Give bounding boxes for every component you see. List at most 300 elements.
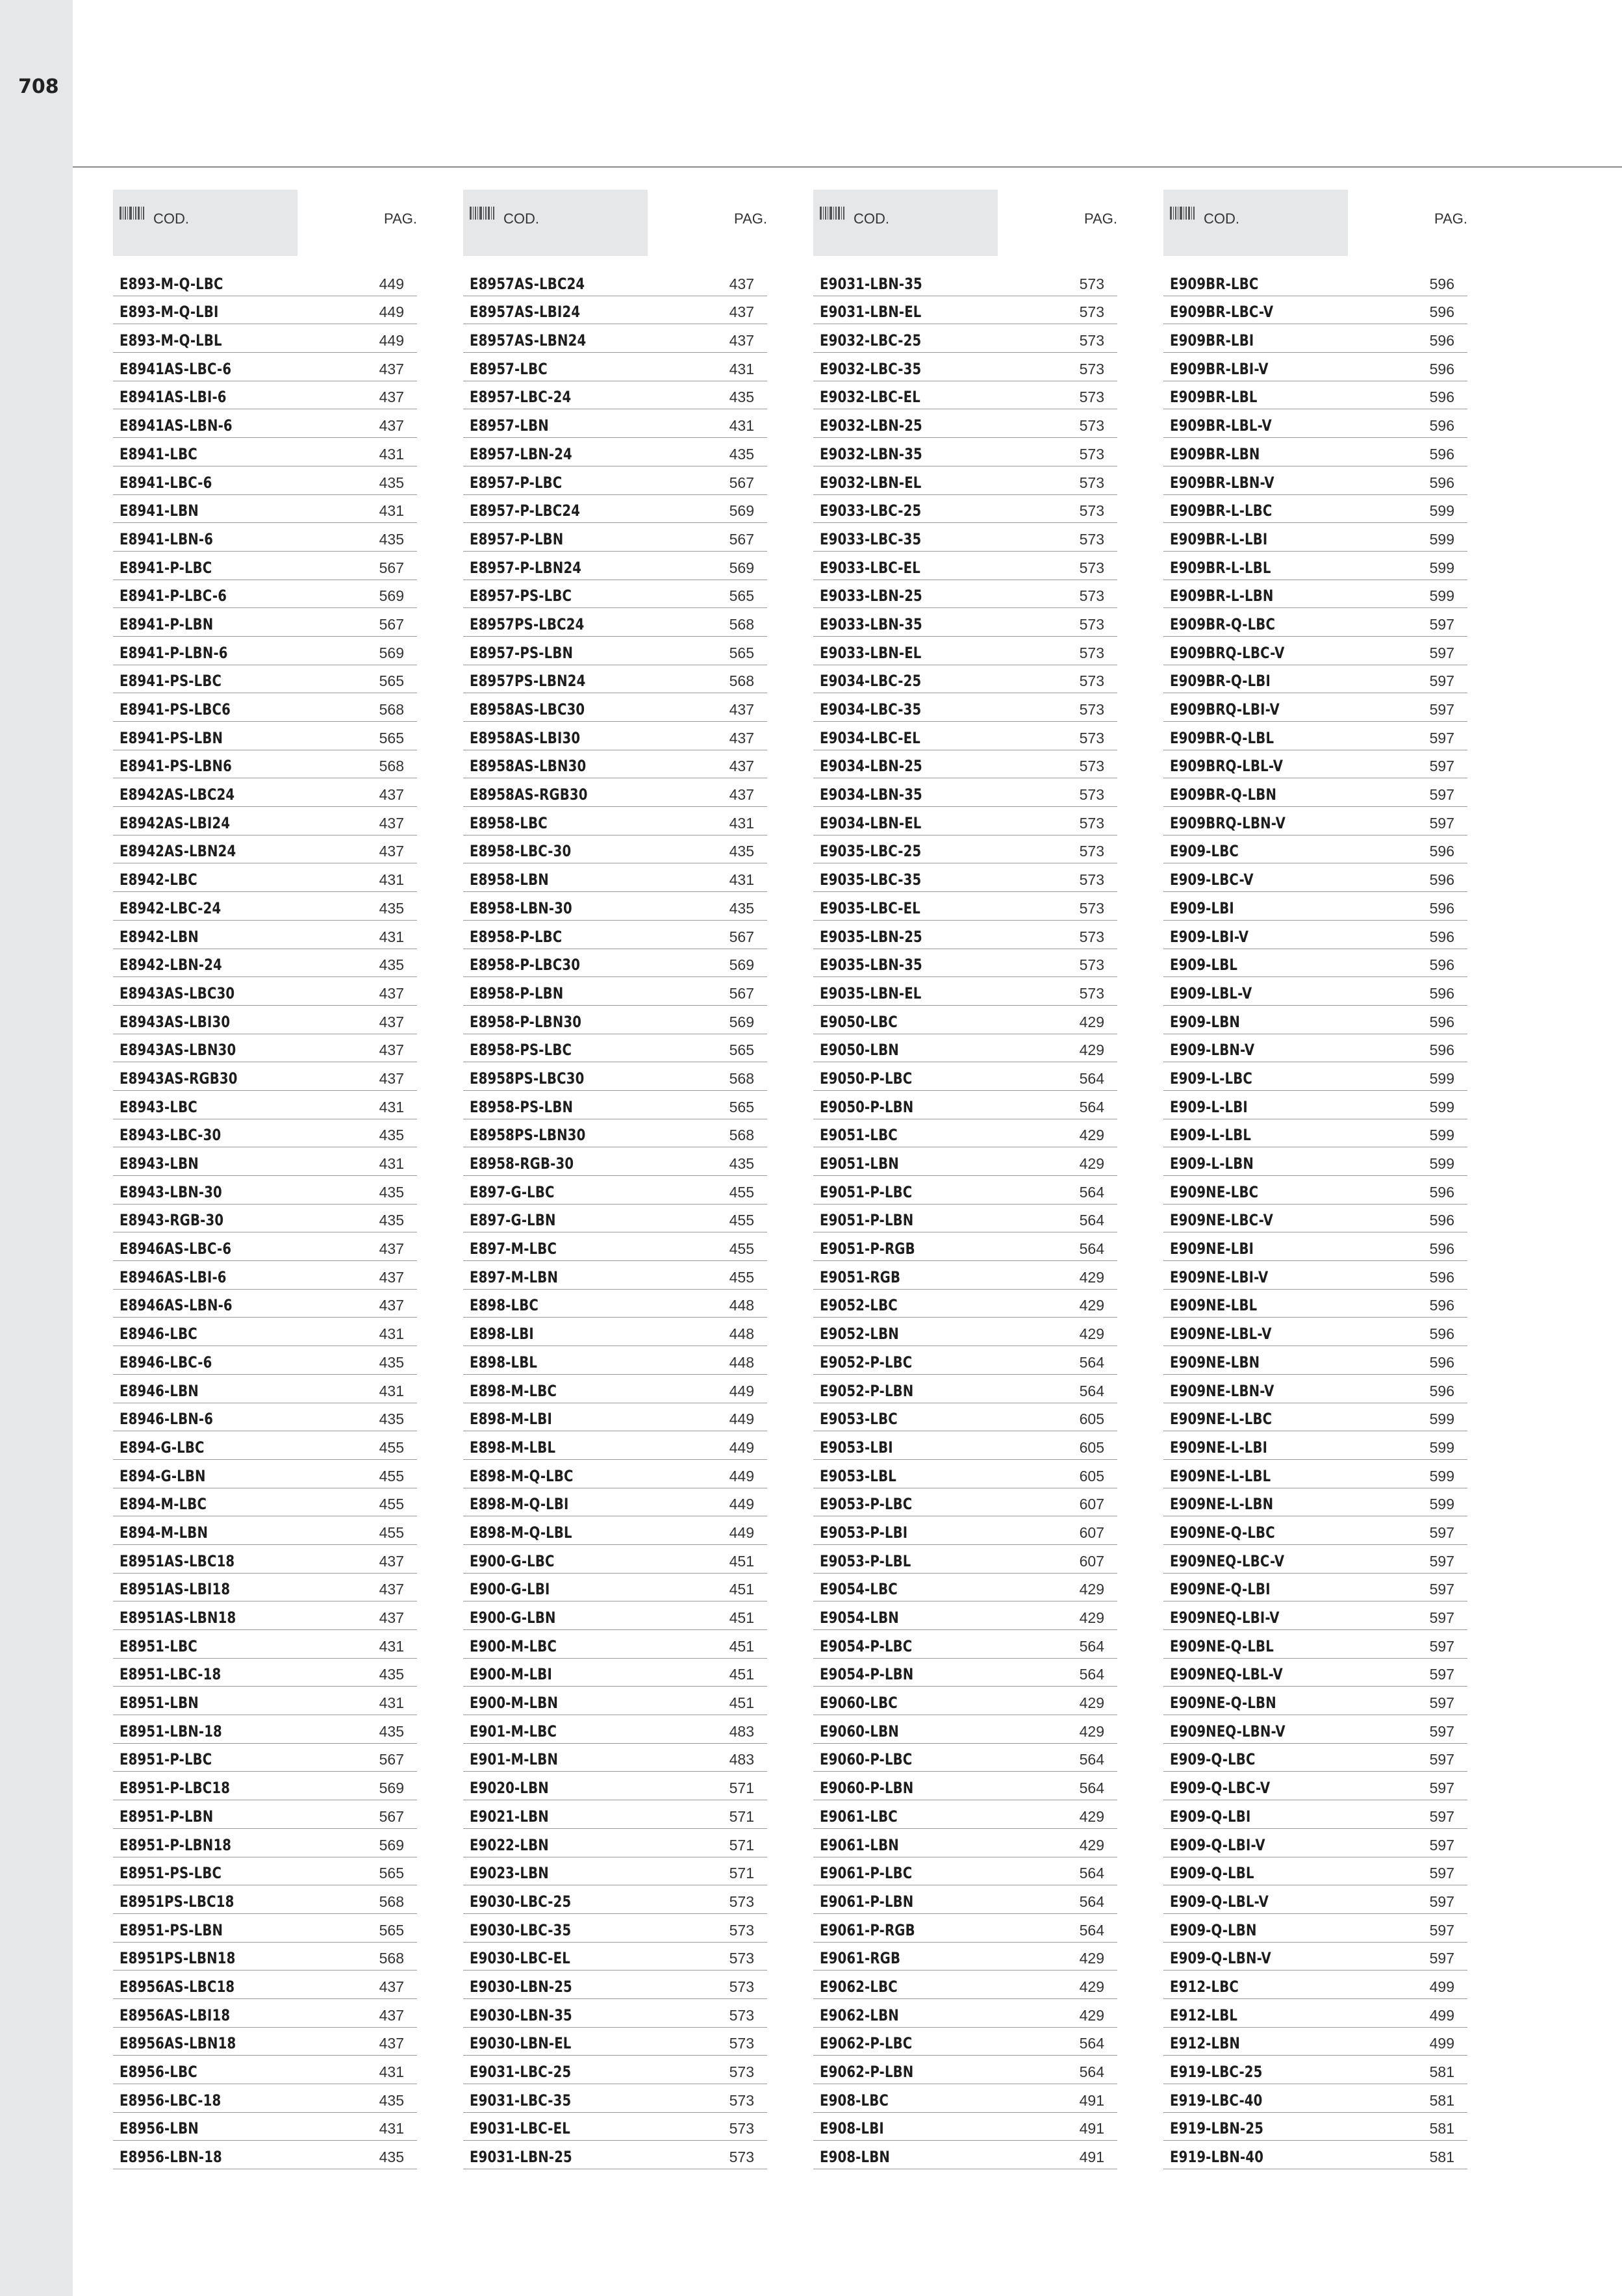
- page-ref: 455: [729, 1183, 754, 1201]
- page-ref: 597: [1429, 1552, 1454, 1570]
- page-ref: 429: [1079, 1127, 1104, 1144]
- page-ref: 597: [1429, 1581, 1454, 1598]
- product-code: E908-LBC: [820, 2091, 889, 2110]
- product-code: E909NE-Q-LBL: [1170, 1637, 1274, 1655]
- table-row: [463, 1971, 767, 1999]
- table-row: [113, 1687, 417, 1715]
- table-row: [1163, 1403, 1467, 1432]
- table-row: [1163, 1659, 1467, 1687]
- page-ref: 451: [729, 1694, 754, 1712]
- product-code: E8942-LBC-24: [120, 899, 222, 917]
- product-code: E909BR-L-LBL: [1170, 558, 1271, 577]
- product-code: E8951-P-LBC: [120, 1750, 212, 1769]
- page-ref: 499: [1429, 2035, 1454, 2052]
- page-ref: 431: [379, 1382, 404, 1399]
- page-ref: 437: [379, 984, 404, 1002]
- pag-header: PAG.: [1434, 210, 1467, 227]
- page-ref: 429: [1079, 1041, 1104, 1059]
- product-code: E900-G-LBI: [470, 1580, 550, 1599]
- pag-header: PAG.: [384, 210, 417, 227]
- page-ref: 573: [1079, 984, 1104, 1002]
- page-ref: 597: [1429, 1779, 1454, 1797]
- product-code: E8941-P-LBN-6: [120, 643, 228, 662]
- page-ref: 449: [729, 1438, 754, 1456]
- page-ref: 437: [379, 1240, 404, 1258]
- product-code: E9060-LBN: [820, 1722, 899, 1741]
- product-code: E909-L-LBI: [1170, 1097, 1248, 1116]
- product-code: E901-M-LBC: [470, 1722, 557, 1741]
- page-ref: 435: [379, 1666, 404, 1683]
- product-code: E8941-PS-LBC: [120, 672, 222, 691]
- page-ref: 564: [1079, 1183, 1104, 1201]
- page-ref: 568: [729, 1127, 754, 1144]
- product-code: E9061-LBC: [820, 1807, 898, 1826]
- page-ref: 571: [729, 1836, 754, 1854]
- product-code: E8957PS-LBC24: [470, 615, 585, 633]
- table-row: [813, 1574, 1117, 1602]
- table-row: [1163, 1574, 1467, 1602]
- page-ref: 451: [729, 1581, 754, 1598]
- product-code: E9061-P-RGB: [820, 1920, 915, 1939]
- table-row: [1163, 2113, 1467, 2141]
- table-row: [463, 778, 767, 807]
- product-code: E9031-LBC-35: [470, 2091, 572, 2110]
- page-ref: 567: [729, 984, 754, 1002]
- page-ref: 573: [1079, 332, 1104, 350]
- page-ref: 437: [379, 1041, 404, 1059]
- product-code: E8958PS-LBN30: [470, 1126, 586, 1145]
- product-code: E9022-LBN: [470, 1835, 549, 1854]
- page-ref: 565: [729, 587, 754, 605]
- product-code: E8941-LBN: [120, 502, 199, 520]
- table-row: [1163, 1034, 1467, 1063]
- product-code: E909-Q-LBI: [1170, 1807, 1251, 1826]
- table-row: [813, 1772, 1117, 1800]
- product-code: E894-G-LBN: [120, 1466, 206, 1485]
- table-row: [1163, 750, 1467, 779]
- table-row: [1163, 1261, 1467, 1290]
- table-row: [813, 1516, 1117, 1545]
- page-ref: 597: [1429, 729, 1454, 746]
- page-ref: 597: [1429, 615, 1454, 633]
- page-ref: 569: [379, 644, 404, 661]
- table-row: [1163, 580, 1467, 609]
- table-row: [1163, 1176, 1467, 1205]
- table-row: [463, 1403, 767, 1432]
- product-code: E909-LBC-V: [1170, 871, 1254, 889]
- product-code: E9030-LBC-25: [470, 1892, 572, 1911]
- table-row: [463, 1176, 767, 1205]
- page-ref: 429: [1079, 1013, 1104, 1030]
- table-row: [1163, 2028, 1467, 2056]
- page-ref: 573: [1079, 871, 1104, 889]
- product-code: E9060-LBC: [820, 1694, 898, 1713]
- product-code: E909-LBL-V: [1170, 984, 1252, 1002]
- table-row: [813, 1147, 1117, 1176]
- page-ref: 437: [379, 786, 404, 804]
- page-ref: 437: [379, 1013, 404, 1030]
- page-ref: 431: [729, 871, 754, 889]
- page-ref: 596: [1429, 871, 1454, 889]
- table-row: [113, 1971, 417, 1999]
- page-ref: 597: [1429, 1950, 1454, 1967]
- table-row: [813, 2056, 1117, 2084]
- table-row: [1163, 1744, 1467, 1772]
- page-ref: 596: [1429, 984, 1454, 1002]
- pag-header: PAG.: [734, 210, 767, 227]
- product-code: E9051-LBN: [820, 1154, 899, 1173]
- product-code: E8958PS-LBC30: [470, 1069, 585, 1088]
- table-row: [1163, 1857, 1467, 1886]
- table-row: [113, 1318, 417, 1346]
- product-code: E909BRQ-LBC-V: [1170, 643, 1285, 662]
- table-row: [113, 381, 417, 410]
- table-row: [813, 608, 1117, 637]
- table-row: [113, 750, 417, 779]
- product-code: E9050-P-LBN: [820, 1097, 914, 1116]
- table-row: [113, 1034, 417, 1063]
- table-row: [113, 353, 417, 381]
- page-ref: 435: [729, 843, 754, 860]
- table-row: [813, 1346, 1117, 1375]
- product-code: E8958AS-LBI30: [470, 728, 581, 747]
- product-code: E8958AS-LBN30: [470, 757, 587, 776]
- table-row: [1163, 1687, 1467, 1715]
- table-row: [463, 1516, 767, 1545]
- product-code: E908-LBI: [820, 2119, 884, 2138]
- page-ref: 435: [729, 445, 754, 463]
- page-ref: 564: [1079, 1666, 1104, 1683]
- product-code: E9054-LBN: [820, 1609, 899, 1627]
- product-code: E9050-LBC: [820, 1012, 898, 1031]
- page-ref: 437: [729, 303, 754, 321]
- page-ref: 567: [729, 928, 754, 945]
- table-row: [1163, 1318, 1467, 1346]
- product-code: E8942-LBN: [120, 927, 199, 946]
- page-ref: 499: [1429, 1978, 1454, 1995]
- table-row: [1163, 1290, 1467, 1318]
- table-row: [463, 1091, 767, 1119]
- table-row: [813, 1006, 1117, 1034]
- product-code: E9052-P-LBC: [820, 1353, 913, 1371]
- page-ref: 564: [1079, 1240, 1104, 1258]
- barcode-icon: [820, 207, 848, 220]
- table-row: [113, 1630, 417, 1659]
- page-ref: 605: [1079, 1410, 1104, 1428]
- page-ref: 483: [729, 1722, 754, 1740]
- product-code: E909BRQ-LBL-V: [1170, 757, 1284, 776]
- product-code: E9034-LBN-35: [820, 785, 922, 804]
- table-row: [813, 1971, 1117, 1999]
- table-row: [113, 552, 417, 580]
- product-code: E9062-LBC: [820, 1977, 898, 1996]
- product-code: E900-M-LBC: [470, 1637, 557, 1655]
- table-row: [463, 1488, 767, 1517]
- page-ref: 581: [1429, 2063, 1454, 2080]
- page-ref: 596: [1429, 899, 1454, 917]
- page-ref: 569: [729, 956, 754, 974]
- product-code: E8943AS-LBI30: [120, 1012, 231, 1031]
- product-code: E909NE-LBL: [1170, 1296, 1258, 1315]
- table-row: [1163, 977, 1467, 1006]
- product-code: E909-LBN: [1170, 1012, 1241, 1031]
- table-row: [113, 921, 417, 949]
- page-ref: 605: [1079, 1438, 1104, 1456]
- product-code: E9030-LBC-35: [470, 1920, 572, 1939]
- page-ref: 569: [379, 587, 404, 605]
- product-code: E908-LBN: [820, 2148, 891, 2167]
- product-code: E898-M-Q-LBL: [470, 1523, 572, 1542]
- product-code: E909NEQ-LBI-V: [1170, 1609, 1280, 1627]
- page-ref: 455: [379, 1524, 404, 1541]
- product-code: E909NE-LBC-V: [1170, 1211, 1273, 1230]
- table-row: [463, 1006, 767, 1034]
- page-ref: 437: [729, 275, 754, 292]
- product-code: E8956-LBN: [120, 2119, 199, 2138]
- product-code: E8941-P-LBC-6: [120, 587, 227, 606]
- product-code: E9032-LBC-25: [820, 331, 922, 350]
- product-code: E909NE-L-LBI: [1170, 1438, 1268, 1457]
- page-ref: 435: [379, 956, 404, 974]
- page-ref: 564: [1079, 1637, 1104, 1655]
- product-code: E909NE-LBN-V: [1170, 1381, 1274, 1400]
- product-code: E9054-P-LBC: [820, 1637, 913, 1655]
- product-code: E8941-P-LBC: [120, 558, 212, 577]
- page-ref: 429: [1079, 1155, 1104, 1172]
- page-ref: 597: [1429, 701, 1454, 718]
- table-row: [1163, 1601, 1467, 1630]
- table-row: [113, 1062, 417, 1091]
- table-row: [463, 1318, 767, 1346]
- page-ref: 573: [1079, 275, 1104, 292]
- product-code: E8942AS-LBC24: [120, 785, 235, 804]
- product-code: E8951PS-LBC18: [120, 1892, 234, 1911]
- page-ref: 437: [379, 843, 404, 860]
- page-ref: 573: [729, 2091, 754, 2109]
- page-ref: 573: [1079, 928, 1104, 945]
- table-row: [113, 665, 417, 694]
- product-code: E909NE-Q-LBI: [1170, 1580, 1271, 1599]
- product-code: E8951-LBC-18: [120, 1665, 222, 1684]
- page-ref: 567: [729, 530, 754, 548]
- table-row: [1163, 1062, 1467, 1091]
- table-row: [113, 2141, 417, 2169]
- table-row: [813, 1232, 1117, 1261]
- table-row: [113, 466, 417, 495]
- page-ref: 435: [729, 389, 754, 406]
- table-row: [463, 2113, 767, 2141]
- product-code: E909BR-Q-LBI: [1170, 672, 1271, 691]
- page-ref: 564: [1079, 2063, 1104, 2080]
- product-code: E9030-LBN-25: [470, 1977, 572, 1996]
- table-row: [813, 353, 1117, 381]
- product-code: E8946AS-LBC-6: [120, 1240, 232, 1258]
- page-ref: 437: [729, 729, 754, 746]
- table-row: [463, 409, 767, 438]
- table-row: [813, 1205, 1117, 1233]
- table-row: [1163, 1091, 1467, 1119]
- table-row: [463, 1460, 767, 1488]
- page-ref: 569: [379, 1836, 404, 1854]
- product-code: E909NE-Q-LBN: [1170, 1694, 1276, 1713]
- table-row: [813, 1460, 1117, 1488]
- product-code: E894-M-LBN: [120, 1523, 209, 1542]
- product-code: E8958-P-LBN: [470, 984, 564, 1002]
- product-code: E919-LBN-40: [1170, 2148, 1264, 2167]
- page-ref: 429: [1079, 1722, 1104, 1740]
- product-code: E909-LBN-V: [1170, 1041, 1255, 1060]
- product-code: E8957-P-LBC24: [470, 502, 581, 520]
- table-row: [463, 1205, 767, 1233]
- page-ref: 597: [1429, 814, 1454, 832]
- table-row: [113, 523, 417, 552]
- product-code: E9031-LBN-EL: [820, 303, 922, 322]
- page-ref: 573: [1079, 502, 1104, 520]
- product-code: E8946-LBC-6: [120, 1353, 212, 1371]
- product-code: E909-Q-LBL-V: [1170, 1892, 1269, 1911]
- page-ref: 565: [379, 729, 404, 746]
- product-code: E909NE-L-LBL: [1170, 1466, 1271, 1485]
- page-ref: 568: [379, 701, 404, 718]
- product-code: E909BR-LBN: [1170, 444, 1260, 463]
- table-row: [113, 1147, 417, 1176]
- product-code: E9033-LBC-EL: [820, 558, 920, 577]
- table-row: [813, 778, 1117, 807]
- table-row: [113, 1829, 417, 1857]
- product-code: E8957AS-LBC24: [470, 274, 585, 293]
- page-ref: 491: [1079, 2149, 1104, 2166]
- product-code: E8956-LBC: [120, 2063, 197, 2081]
- table-row: [1163, 949, 1467, 978]
- table-row: [1163, 1772, 1467, 1800]
- page-ref: 607: [1079, 1552, 1104, 1570]
- page-ref: 597: [1429, 1722, 1454, 1740]
- product-code: E8958-RGB-30: [470, 1154, 574, 1173]
- table-row: [1163, 381, 1467, 410]
- page-ref: 451: [729, 1552, 754, 1570]
- table-row: [1163, 2084, 1467, 2113]
- table-row: [463, 1800, 767, 1829]
- cod-header: COD.: [1204, 210, 1239, 227]
- table-row: [463, 977, 767, 1006]
- product-code: E8951-LBN: [120, 1694, 199, 1713]
- table-row: [113, 892, 417, 921]
- page-ref: 448: [729, 1353, 754, 1371]
- product-code: E898-M-Q-LBI: [470, 1495, 569, 1514]
- page-ref: 567: [729, 474, 754, 491]
- product-code: E8951-LBN-18: [120, 1722, 222, 1741]
- table-row: [813, 1630, 1117, 1659]
- table-row: [463, 296, 767, 325]
- table-row: [813, 1744, 1117, 1772]
- table-row: [113, 1744, 417, 1772]
- product-code: E8957-P-LBN24: [470, 558, 582, 577]
- product-code: E909-Q-LBI-V: [1170, 1835, 1265, 1854]
- table-row: [463, 523, 767, 552]
- page-ref: 573: [729, 1893, 754, 1910]
- page-ref: 455: [379, 1438, 404, 1456]
- product-code: E9031-LBN-25: [470, 2148, 572, 2167]
- page-ref: 435: [379, 2091, 404, 2109]
- page-ref: 449: [729, 1467, 754, 1485]
- page-ref: 429: [1079, 1978, 1104, 1995]
- product-code: E9034-LBC-25: [820, 672, 922, 691]
- table-row: [113, 637, 417, 665]
- index-column-2: [463, 190, 767, 2169]
- table-row: [463, 608, 767, 637]
- table-row: [463, 892, 767, 921]
- product-code: E8943AS-LBN30: [120, 1041, 236, 1060]
- page-ref: 431: [729, 417, 754, 435]
- table-row: [463, 1232, 767, 1261]
- product-code: E898-LBC: [470, 1296, 539, 1315]
- page-ref: 573: [729, 1950, 754, 1967]
- table-row: [113, 1176, 417, 1205]
- page-ref: 596: [1429, 417, 1454, 435]
- product-code: E901-M-LBN: [470, 1750, 559, 1769]
- table-row: [463, 1772, 767, 1800]
- product-code: E909-L-LBN: [1170, 1154, 1254, 1173]
- product-code: E9035-LBC-35: [820, 871, 922, 889]
- page-ref: 573: [729, 1978, 754, 1995]
- product-code: E898-M-LBL: [470, 1438, 556, 1457]
- product-code: E9053-P-LBI: [820, 1523, 908, 1542]
- table-row: [463, 1545, 767, 1574]
- product-code: E9034-LBC-EL: [820, 728, 920, 747]
- table-row: [813, 1403, 1117, 1432]
- product-code: E909-L-LBC: [1170, 1069, 1253, 1088]
- table-row: [813, 637, 1117, 665]
- product-code: E909BR-L-LBI: [1170, 529, 1268, 548]
- page-ref: 429: [1079, 1581, 1104, 1598]
- table-row: [113, 1232, 417, 1261]
- page-ref: 449: [379, 332, 404, 350]
- table-row: [113, 1545, 417, 1574]
- product-code: E8941AS-LBC-6: [120, 359, 232, 378]
- table-row: [813, 835, 1117, 864]
- table-row: [1163, 1119, 1467, 1148]
- product-code: E909NE-LBI: [1170, 1240, 1254, 1258]
- page-ref: 431: [379, 1098, 404, 1116]
- product-code: E909NEQ-LBL-V: [1170, 1665, 1283, 1684]
- page-ref: 573: [729, 2149, 754, 2166]
- product-code: E898-LBL: [470, 1353, 538, 1371]
- page-ref: 435: [379, 1410, 404, 1428]
- page-ref: 597: [1429, 1807, 1454, 1825]
- table-row: [463, 552, 767, 580]
- page-ref: 437: [729, 332, 754, 350]
- table-row: [463, 580, 767, 609]
- product-code: E8946AS-LBI-6: [120, 1268, 227, 1286]
- table-row: [463, 1885, 767, 1914]
- page-ref: 571: [729, 1865, 754, 1882]
- table-row: [813, 2028, 1117, 2056]
- table-row: [113, 1885, 417, 1914]
- table-row: [813, 1885, 1117, 1914]
- page-ref: 599: [1429, 502, 1454, 520]
- product-code: E8958-LBN-30: [470, 899, 572, 917]
- product-code: E9032-LBN-25: [820, 416, 922, 435]
- product-code: E8951-P-LBC18: [120, 1779, 231, 1798]
- table-row: [813, 552, 1117, 580]
- product-code: E9062-P-LBN: [820, 2063, 914, 2081]
- table-row: [113, 807, 417, 835]
- table-row: [113, 1290, 417, 1318]
- table-row: [1163, 1545, 1467, 1574]
- page-ref: 597: [1429, 786, 1454, 804]
- product-code: E909BR-LBL: [1170, 388, 1258, 407]
- page-ref: 568: [729, 615, 754, 633]
